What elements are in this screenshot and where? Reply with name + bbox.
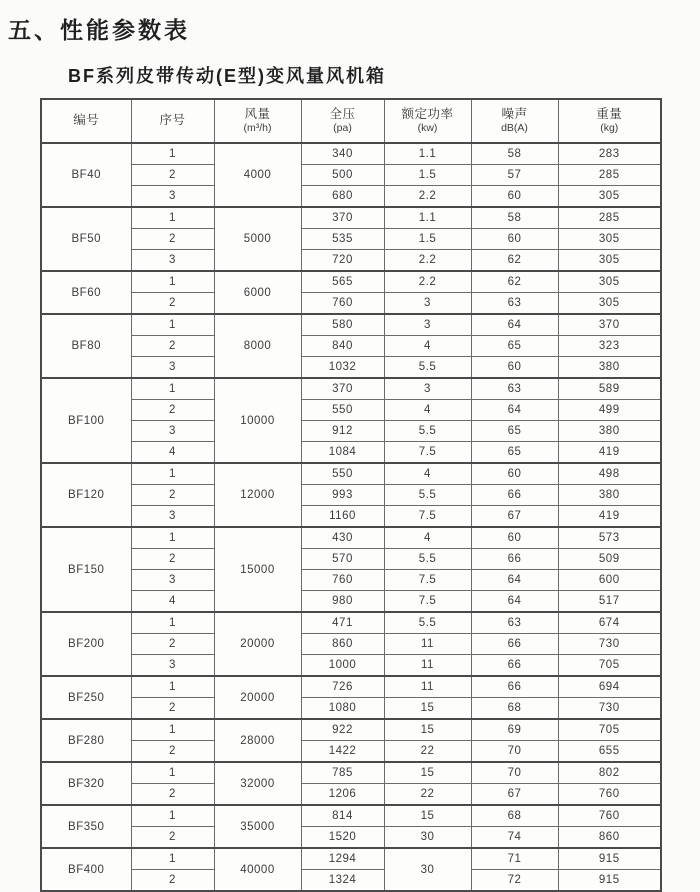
power-cell: 11 [384, 676, 471, 698]
airflow-cell: 28000 [214, 719, 301, 762]
power-cell: 3 [384, 378, 471, 400]
pressure-cell: 370 [301, 378, 384, 400]
power-cell: 15 [384, 698, 471, 720]
model-cell: BF50 [41, 207, 131, 271]
power-cell: 4 [384, 527, 471, 549]
pressure-cell: 814 [301, 805, 384, 827]
power-cell: 2.2 [384, 250, 471, 272]
weight-cell: 760 [558, 784, 661, 806]
power-cell: 15 [384, 762, 471, 784]
power-cell: 30 [384, 827, 471, 849]
serial-cell: 1 [131, 612, 214, 634]
table-row [41, 378, 661, 400]
weight-cell: 694 [558, 676, 661, 698]
header-airflow-unit: (m³/h) [243, 122, 272, 135]
weight-cell: 380 [558, 357, 661, 379]
pressure-cell: 471 [301, 612, 384, 634]
serial-cell: 2 [131, 400, 214, 421]
power-cell: 1.5 [384, 229, 471, 250]
noise-cell: 71 [471, 848, 558, 870]
weight-cell: 655 [558, 741, 661, 763]
pressure-cell: 500 [301, 165, 384, 186]
page-title: 五、性能参数表 [8, 17, 190, 43]
table-row [41, 676, 661, 698]
table-row [41, 314, 661, 336]
serial-cell: 3 [131, 570, 214, 591]
weight-cell: 674 [558, 612, 661, 634]
noise-cell: 69 [471, 719, 558, 741]
header-power-unit: (kw) [417, 122, 438, 135]
pressure-cell: 340 [301, 143, 384, 165]
noise-cell: 70 [471, 741, 558, 763]
noise-cell: 67 [471, 784, 558, 806]
weight-cell: 370 [558, 314, 661, 336]
airflow-cell: 15000 [214, 527, 301, 612]
serial-cell: 2 [131, 549, 214, 570]
pressure-cell: 1084 [301, 442, 384, 464]
weight-cell: 380 [558, 421, 661, 442]
noise-cell: 60 [471, 463, 558, 485]
table-row [41, 784, 661, 806]
weight-cell: 499 [558, 400, 661, 421]
serial-cell: 4 [131, 442, 214, 464]
power-cell: 3 [384, 293, 471, 315]
serial-cell: 3 [131, 357, 214, 379]
pressure-cell: 785 [301, 762, 384, 784]
weight-cell: 915 [558, 870, 661, 892]
model-cell: BF80 [41, 314, 131, 378]
pressure-cell: 840 [301, 336, 384, 357]
pressure-cell: 550 [301, 400, 384, 421]
pressure-cell: 370 [301, 207, 384, 229]
noise-cell: 72 [471, 870, 558, 892]
serial-cell: 1 [131, 314, 214, 336]
pressure-cell: 860 [301, 634, 384, 655]
table-row [41, 463, 661, 485]
weight-cell: 705 [558, 655, 661, 677]
serial-cell: 1 [131, 676, 214, 698]
power-cell: 15 [384, 805, 471, 827]
table-row [41, 442, 661, 464]
weight-cell: 498 [558, 463, 661, 485]
pressure-cell: 922 [301, 719, 384, 741]
noise-cell: 60 [471, 186, 558, 208]
table-title: BF系列皮带传动(E型)变风量风机箱 [68, 66, 386, 86]
table-row [41, 612, 661, 634]
table-header [41, 99, 661, 143]
serial-cell: 3 [131, 421, 214, 442]
serial-cell: 1 [131, 271, 214, 293]
airflow-cell: 8000 [214, 314, 301, 378]
header-model [41, 99, 131, 143]
table-row [41, 762, 661, 784]
header-weight-unit: (kg) [600, 122, 619, 135]
airflow-cell: 20000 [214, 676, 301, 719]
table-row [41, 229, 661, 250]
model-cell: BF400 [41, 848, 131, 891]
pressure-cell: 720 [301, 250, 384, 272]
noise-cell: 64 [471, 570, 558, 591]
noise-cell: 63 [471, 293, 558, 315]
power-cell: 7.5 [384, 591, 471, 613]
weight-cell: 419 [558, 506, 661, 528]
header-pressure-unit: (pa) [333, 122, 352, 135]
power-cell: 4 [384, 463, 471, 485]
header-serial-label: 序号 [159, 113, 186, 128]
header-weight-label: 重量 [596, 106, 623, 121]
weight-cell: 573 [558, 527, 661, 549]
pressure-cell: 1324 [301, 870, 384, 892]
serial-cell: 1 [131, 848, 214, 870]
power-cell: 5.5 [384, 357, 471, 379]
table-row [41, 848, 661, 870]
noise-cell: 66 [471, 634, 558, 655]
model-cell: BF200 [41, 612, 131, 676]
serial-cell: 1 [131, 527, 214, 549]
weight-cell: 419 [558, 442, 661, 464]
noise-cell: 58 [471, 207, 558, 229]
power-cell: 5.5 [384, 549, 471, 570]
header-noise-label: 噪声 [501, 106, 528, 121]
airflow-cell: 20000 [214, 612, 301, 676]
power-cell: 7.5 [384, 442, 471, 464]
power-cell: 11 [384, 655, 471, 677]
weight-cell: 517 [558, 591, 661, 613]
power-cell: 5.5 [384, 485, 471, 506]
table-row [41, 591, 661, 613]
serial-cell: 2 [131, 870, 214, 892]
table-row [41, 655, 661, 677]
noise-cell: 62 [471, 271, 558, 293]
serial-cell: 4 [131, 591, 214, 613]
serial-cell: 1 [131, 143, 214, 165]
header-power-label: 额定功率 [401, 106, 454, 121]
airflow-cell: 35000 [214, 805, 301, 848]
weight-cell: 305 [558, 250, 661, 272]
pressure-cell: 1422 [301, 741, 384, 763]
pressure-cell: 1000 [301, 655, 384, 677]
noise-cell: 57 [471, 165, 558, 186]
weight-cell: 285 [558, 165, 661, 186]
noise-cell: 70 [471, 762, 558, 784]
power-cell: 2.2 [384, 271, 471, 293]
power-cell: 1.1 [384, 207, 471, 229]
airflow-cell: 10000 [214, 378, 301, 463]
power-cell: 22 [384, 741, 471, 763]
pressure-cell: 760 [301, 570, 384, 591]
header-airflow-label: 风量 [244, 106, 271, 121]
serial-cell: 1 [131, 805, 214, 827]
weight-cell: 509 [558, 549, 661, 570]
noise-cell: 68 [471, 805, 558, 827]
serial-cell: 2 [131, 165, 214, 186]
serial-cell: 3 [131, 186, 214, 208]
table-row [41, 143, 661, 165]
model-cell: BF120 [41, 463, 131, 527]
noise-cell: 63 [471, 378, 558, 400]
power-cell: 15 [384, 719, 471, 741]
table-row [41, 805, 661, 827]
noise-cell: 66 [471, 676, 558, 698]
header-pressure [301, 99, 384, 143]
noise-cell: 65 [471, 336, 558, 357]
header-pressure-label: 全压 [329, 106, 356, 121]
noise-cell: 67 [471, 506, 558, 528]
header-airflow [214, 99, 301, 143]
airflow-cell: 32000 [214, 762, 301, 805]
serial-cell: 2 [131, 229, 214, 250]
weight-cell: 915 [558, 848, 661, 870]
table-row [41, 549, 661, 570]
noise-cell: 58 [471, 143, 558, 165]
airflow-cell: 4000 [214, 143, 301, 207]
power-cell: 4 [384, 400, 471, 421]
weight-cell: 730 [558, 634, 661, 655]
pressure-cell: 1160 [301, 506, 384, 528]
performance-parameter-table [40, 98, 662, 892]
serial-cell: 2 [131, 293, 214, 315]
model-cell: BF150 [41, 527, 131, 612]
table-row [41, 186, 661, 208]
pressure-cell: 570 [301, 549, 384, 570]
power-cell: 2.2 [384, 186, 471, 208]
power-cell: 5.5 [384, 612, 471, 634]
header-noise [471, 99, 558, 143]
model-cell: BF350 [41, 805, 131, 848]
airflow-cell: 12000 [214, 463, 301, 527]
serial-cell: 2 [131, 634, 214, 655]
pressure-cell: 680 [301, 186, 384, 208]
table-row [41, 165, 661, 186]
serial-cell: 3 [131, 506, 214, 528]
table-row [41, 485, 661, 506]
noise-cell: 60 [471, 229, 558, 250]
noise-cell: 64 [471, 591, 558, 613]
pressure-cell: 535 [301, 229, 384, 250]
table-row [41, 293, 661, 315]
serial-cell: 3 [131, 250, 214, 272]
table-row [41, 506, 661, 528]
weight-cell: 285 [558, 207, 661, 229]
weight-cell: 305 [558, 186, 661, 208]
pressure-cell: 760 [301, 293, 384, 315]
header-serial [131, 99, 214, 143]
noise-cell: 64 [471, 400, 558, 421]
airflow-cell: 6000 [214, 271, 301, 314]
model-cell: BF100 [41, 378, 131, 463]
power-cell: 1.5 [384, 165, 471, 186]
table-row [41, 336, 661, 357]
power-cell: 7.5 [384, 570, 471, 591]
table-row [41, 400, 661, 421]
noise-cell: 68 [471, 698, 558, 720]
table-row [41, 827, 661, 849]
model-cell: BF320 [41, 762, 131, 805]
table-row [41, 271, 661, 293]
pressure-cell: 1080 [301, 698, 384, 720]
header-model-label: 编号 [73, 113, 100, 128]
model-cell: BF280 [41, 719, 131, 762]
power-cell: 5.5 [384, 421, 471, 442]
weight-cell: 283 [558, 143, 661, 165]
serial-cell: 1 [131, 207, 214, 229]
pressure-cell: 565 [301, 271, 384, 293]
pressure-cell: 1294 [301, 848, 384, 870]
noise-cell: 62 [471, 250, 558, 272]
power-cell: 22 [384, 784, 471, 806]
table-row [41, 421, 661, 442]
serial-cell: 2 [131, 741, 214, 763]
serial-cell: 1 [131, 719, 214, 741]
noise-cell: 63 [471, 612, 558, 634]
noise-cell: 66 [471, 485, 558, 506]
weight-cell: 380 [558, 485, 661, 506]
pressure-cell: 1206 [301, 784, 384, 806]
model-cell: BF60 [41, 271, 131, 314]
noise-cell: 65 [471, 421, 558, 442]
pressure-cell: 580 [301, 314, 384, 336]
weight-cell: 802 [558, 762, 661, 784]
pressure-cell: 550 [301, 463, 384, 485]
pressure-cell: 1520 [301, 827, 384, 849]
power-cell: 11 [384, 634, 471, 655]
pressure-cell: 912 [301, 421, 384, 442]
pressure-cell: 980 [301, 591, 384, 613]
power-cell: 30 [384, 848, 471, 891]
table-row [41, 250, 661, 272]
pressure-cell: 993 [301, 485, 384, 506]
serial-cell: 2 [131, 827, 214, 849]
noise-cell: 66 [471, 655, 558, 677]
noise-cell: 74 [471, 827, 558, 849]
noise-cell: 60 [471, 357, 558, 379]
noise-cell: 60 [471, 527, 558, 549]
noise-cell: 65 [471, 442, 558, 464]
pressure-cell: 726 [301, 676, 384, 698]
model-cell: BF40 [41, 143, 131, 207]
pressure-cell: 1032 [301, 357, 384, 379]
table-row [41, 357, 661, 379]
weight-cell: 305 [558, 293, 661, 315]
table-row [41, 719, 661, 741]
weight-cell: 589 [558, 378, 661, 400]
weight-cell: 305 [558, 229, 661, 250]
power-cell: 3 [384, 314, 471, 336]
airflow-cell: 5000 [214, 207, 301, 271]
serial-cell: 2 [131, 784, 214, 806]
airflow-cell: 40000 [214, 848, 301, 891]
serial-cell: 2 [131, 336, 214, 357]
weight-cell: 860 [558, 827, 661, 849]
serial-cell: 1 [131, 463, 214, 485]
noise-cell: 66 [471, 549, 558, 570]
power-cell: 7.5 [384, 506, 471, 528]
header-weight [558, 99, 661, 143]
table-body [41, 143, 661, 891]
weight-cell: 305 [558, 271, 661, 293]
table-row [41, 527, 661, 549]
weight-cell: 705 [558, 719, 661, 741]
table-row [41, 870, 661, 892]
header-row [41, 99, 661, 143]
table-row [41, 207, 661, 229]
noise-cell: 64 [471, 314, 558, 336]
table-row [41, 698, 661, 720]
table-row [41, 570, 661, 591]
pressure-cell: 430 [301, 527, 384, 549]
serial-cell: 1 [131, 762, 214, 784]
header-noise-unit: dB(A) [501, 122, 528, 135]
model-cell: BF250 [41, 676, 131, 719]
header-power [384, 99, 471, 143]
weight-cell: 600 [558, 570, 661, 591]
weight-cell: 323 [558, 336, 661, 357]
weight-cell: 730 [558, 698, 661, 720]
serial-cell: 2 [131, 485, 214, 506]
serial-cell: 1 [131, 378, 214, 400]
power-cell: 1.1 [384, 143, 471, 165]
power-cell: 4 [384, 336, 471, 357]
table-row [41, 741, 661, 763]
serial-cell: 3 [131, 655, 214, 677]
serial-cell: 2 [131, 698, 214, 720]
weight-cell: 760 [558, 805, 661, 827]
table-row [41, 634, 661, 655]
